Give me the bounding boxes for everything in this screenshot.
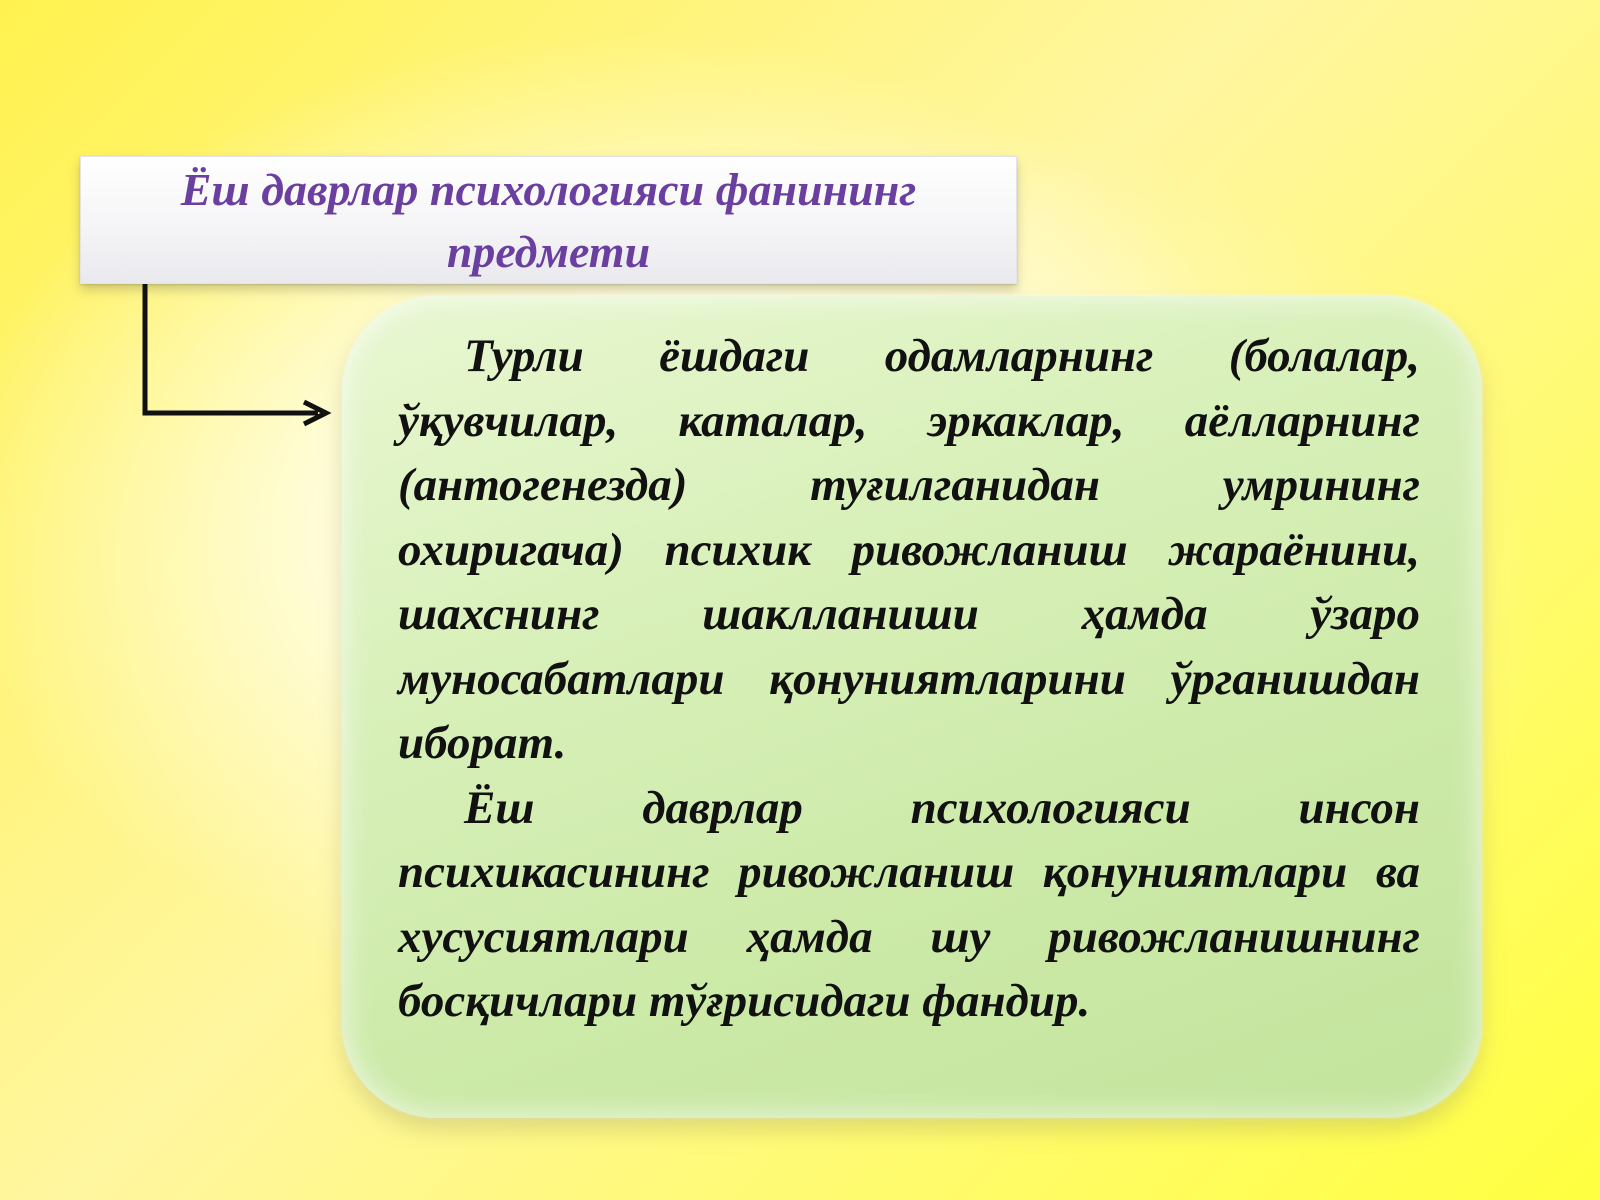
definition-paragraph: Турли ёшдаги одамларнинг (болалар, ўқувчилар, каталар, эркаклар, аёлларнинг (антогенезда) туғилганидан умрининг охиригача) психик ривожланиш жараёнини, шахснинг шаклланиши ҳамда ўзаро муносабатлари қонуниятларини ўрганишдан иборат. xyxy=(398,330,1420,769)
title-box xyxy=(80,156,1017,284)
arrow-head-icon xyxy=(304,402,326,424)
content-box xyxy=(342,296,1482,1118)
connector-line xyxy=(145,284,318,413)
summary-paragraph: Ёш даврлар психологияси инсон психикасининг ривожланиш қонуниятлари ва хусусиятлари ҳамда шу ривожланишнинг босқичлари тўғрисидаги фандир. xyxy=(398,781,1420,1027)
slide-title: Ёш даврлар психологияси фанининг предмети xyxy=(180,164,917,277)
